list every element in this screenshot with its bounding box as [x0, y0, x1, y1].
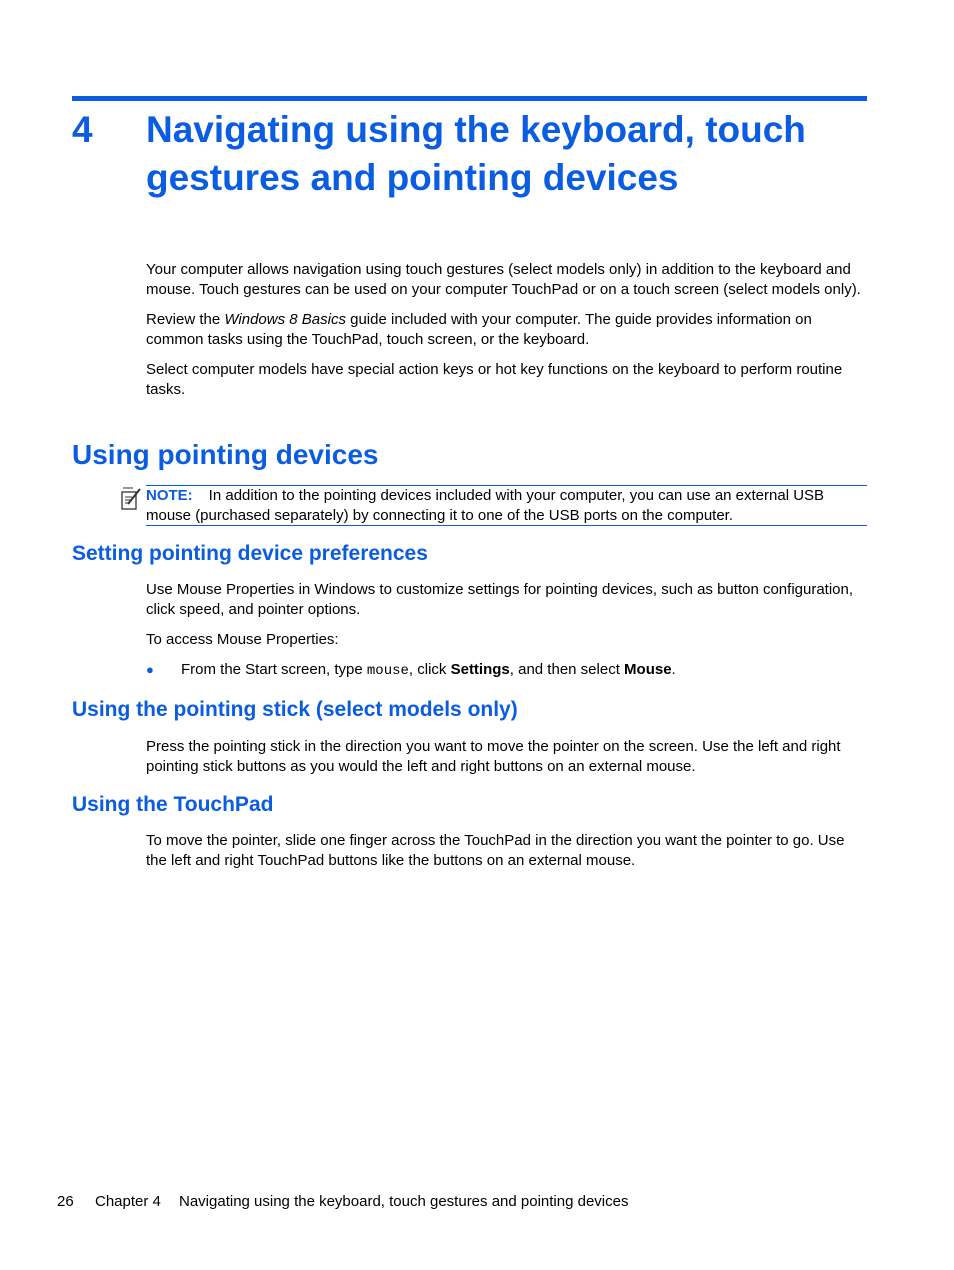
intro-p2-text: Review the [146, 311, 225, 328]
bullet-text-4: . [671, 661, 676, 678]
section-heading-pointing-devices: Using pointing devices [72, 439, 379, 470]
preferences-paragraph-2: To access Mouse Properties: [146, 631, 339, 648]
intro-text [146, 260, 868, 399]
note-label: NOTE: [146, 487, 193, 504]
subsection-heading-pointing-stick: Using the pointing stick (select models only) [72, 698, 518, 721]
pointing-stick-paragraph: Press the pointing stick in the direction you want to move the pointer on the screen. Use the left and right pointing stick buttons as you would the left and right buttons on an external mouse. [146, 738, 841, 775]
footer-chapter-title: Navigating using the keyboard, touch gestures and pointing devices [179, 1193, 629, 1210]
touchpad-paragraph: To move the pointer, slide one finger across the TouchPad in the direction you want the pointer to go. Use the left and right TouchPad buttons like the buttons on an external mouse. [146, 832, 845, 869]
mouse-term: Mouse [624, 661, 672, 678]
note-icon [120, 487, 142, 511]
bullet-marker: ● [146, 662, 154, 677]
note-content [146, 486, 867, 525]
touchpad-text [146, 831, 868, 870]
intro-paragraph-3: Select computer models have special action keys or hot key functions on the keyboard to perform routine tasks. [146, 361, 843, 398]
preferences-paragraph-1: Use Mouse Properties in Windows to customize settings for pointing devices, such as button configuration, click speed, and pointer options. [146, 581, 854, 618]
footer-chapter-label: Chapter 4 [95, 1193, 161, 1210]
code-mouse: mouse [366, 663, 409, 679]
intro-p2-text-end: guide included with your computer. The guide provides information on common tasks using the TouchPad, touch screen, or the keyboard. [146, 311, 812, 348]
bullet-text-1: From the Start screen, type [181, 661, 367, 678]
preferences-text [146, 580, 868, 650]
subsection-heading-preferences: Setting pointing device preferences [72, 542, 428, 565]
pointing-stick-text [146, 737, 868, 776]
chapter-number: 4 [72, 109, 93, 150]
page-number: 26 [57, 1193, 74, 1210]
bullet-text-3: , and then select [509, 661, 625, 678]
intro-paragraph-2 [146, 310, 868, 349]
note-box [146, 485, 867, 526]
bullet-text [181, 660, 867, 682]
intro-paragraph-1: Your computer allows navigation using touch gestures (select models only) in addition to the keyboard and mouse. Touch gestures can be used on your computer TouchPad or on a touch screen (select models only). [146, 261, 861, 298]
bullet-item [181, 660, 867, 682]
settings-term: Settings [450, 661, 510, 678]
bullet-text-2: , click [408, 661, 451, 678]
chapter-title: Navigating using the keyboard, touch gestures and pointing devices [146, 109, 806, 198]
note-text: In addition to the pointing devices included with your computer, you can use an external USB mouse (purchased separately) by connecting it to one of the USB ports on the computer. [146, 487, 825, 524]
chapter-rule [72, 96, 867, 101]
guide-title: Windows 8 Basics [224, 311, 346, 328]
subsection-heading-touchpad: Using the TouchPad [72, 793, 274, 816]
